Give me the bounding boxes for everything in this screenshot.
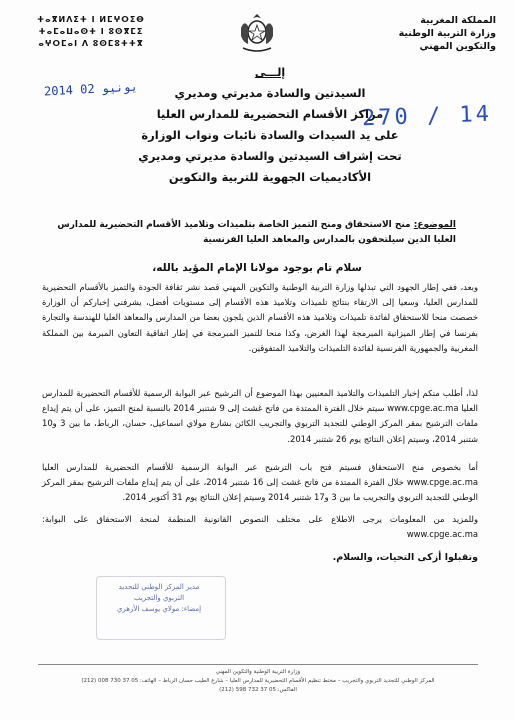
footer-line: المركز الوطني للتجديد التربوي والتجريب – مختط تنظيم الأقسام التحضيرية للمدارس العليا – شارع الطيب حسان الرباط – الهاتف: 05 37 730 008 (212) — [81, 678, 435, 684]
stamp-line: إمضاء: مولاي يوسف الأزهري — [116, 605, 202, 613]
addressee-line: تحت إشراف السيدتين والسادة مديرتي ومديري — [138, 149, 402, 163]
header-arabic-line: وزارة التربية الوطنية — [398, 28, 496, 39]
footer-divider — [38, 664, 478, 665]
header-tifinagh — [26, 14, 156, 50]
body-paragraph: وبعد، ففي إطار الجهود التي تبذلها وزارة التربية الوطنية والتكوين المهني قصد نشر ثقافة الجودة والتميز بالأقسام التحضيرية للمدارس العليا، وسعيا إلى الارتقاء بنتائج تلميذات وتلاميذ هذه الأقسام إلى مستويات أفضل، يشرفني إخباركم أن الوزارة خصصت منحا للاستحقاق لفائدة تلميذات وتلاميذ هذه الأقسام الذين يلجون بعضا من المدارس والمعاهد العليا للهندسة والتجارة بفرنسا في إطار الميزانية المبرمجة لهذا الغرض، وكذا منحا للتميز المبرمجة في إطار اتفاقية التعاون المبرمة بين المملكة المغربية والجمهورية الفرنسية لفائدة التلميذات والتلاميذ المتفوقين. — [42, 282, 478, 353]
header-arabic — [376, 14, 496, 53]
addressee-line: مراكز الأقسام التحضيرية للمدارس العليا — [156, 107, 384, 121]
closing-line: وتقبلوا أزكى التحيات، والسلام. — [332, 552, 478, 563]
footer-line: الفاكس: 05 37 732 598 (212) — [219, 687, 297, 693]
kingdom-emblem-icon — [237, 10, 277, 54]
header-tifinagh-line: ⵜⴰⴳⵍⴷⵉⵜ ⵏ ⵍⵎⵖⵔⵉⴱ — [37, 15, 145, 24]
addressee-line: على يد السيدات والسادة نائبات ونواب الوزارة — [141, 128, 399, 142]
body-paragraph: أما بخصوص منح الاستحقاق فسيتم فتح باب الترشيح عبر البوابة الرسمية للأقسام التحضيرية للمدارس العليا www.cpge.ac.ma خلال الفترة الممتدة من فاتح غشت إلى 16 شتنبر 2014، على أن يتم إيداع ملفات الترشيح بمقر المركز الوطني للتجديد التربوي والتجريب ما بين 3 و17 شتنبر 2014 وسيتم إعلان النتائج يوم 31 أكتوبر 2014. — [42, 462, 478, 503]
date-stamp: 2014 يونيو 02 — [43, 79, 139, 99]
reference-number: 270 / 14 — [361, 101, 493, 132]
body-paragraph: لذا، أطلب منكم إخبار التلميذات والتلاميذ المعنيين بهذا الموضوع أن الترشيح عبر البوابة الرسمية للأقسام التحضيرية للمدارس العليا www.cpge.ac.ma سيتم خلال الفترة الممتدة من فاتح غشت إلى 9 شتنبر 2014 بالنسبة لمنح التميز، على أن يتم إيداع ملفات الترشيح بمقر المركز الوطني للتجديد التربوي والتجريب الكائن بشارع مولاي اسماعيل، حسان، الرباط، ما بين 3 و10 شتنبر 2014، وسيتم إعلان النتائج يوم 26 شتنبر 2014. — [42, 388, 478, 444]
signature-stamp — [104, 582, 214, 634]
subject-line — [56, 218, 456, 248]
header-arabic-line: المملكة المغربية — [420, 15, 496, 26]
stamp-line: التربوي والتجريب — [133, 594, 185, 602]
addressee-block — [120, 62, 420, 188]
header-tifinagh-line: ⵜⴰⵎⴰⵡⴰⵙⵜ ⵏ ⵓⵙⴳⵎⵉ — [38, 27, 144, 36]
header-tifinagh-line: ⴰⵖⵔⵎⴰⵏ ⴷ ⵓⵙⵎⵓⵜⵜⴳ — [38, 39, 144, 48]
header-arabic-line: والتكوين المهني — [419, 41, 496, 52]
addressee-line: الأكاديميات الجهوية للتربية والتكوين — [168, 170, 372, 184]
addressee-line: السيدتين والسادة مديرتي ومديري — [174, 86, 366, 100]
footer — [38, 668, 478, 695]
footer-line: وزارة التربية الوطنية والتكوين المهني — [215, 669, 301, 675]
greeting: سلام تام بوجود مولانا الإمام المؤيد بالله، — [152, 262, 362, 274]
stamp-line: مدير المركز الوطني للتجديد — [118, 583, 200, 591]
addressee-line: إلـــى — [254, 66, 286, 79]
subject-text: منح الاستحقاق ومنح التميز الخاصة بتلميذات وتلاميذ الأقسام التحضيرية للمدارس العليا الذين سيلتحقون بالمدارس والمعاهد العليا الفرنسية — [57, 220, 456, 245]
body-paragraph: وللمزيد من المعلومات يرجى الاطلاع على مختلف النصوص القانونية المنظمة لمنحة الاستحقاق على البوابة: www.cpge.ac.ma — [42, 514, 478, 540]
subject-label: الموضوع: — [413, 220, 456, 230]
